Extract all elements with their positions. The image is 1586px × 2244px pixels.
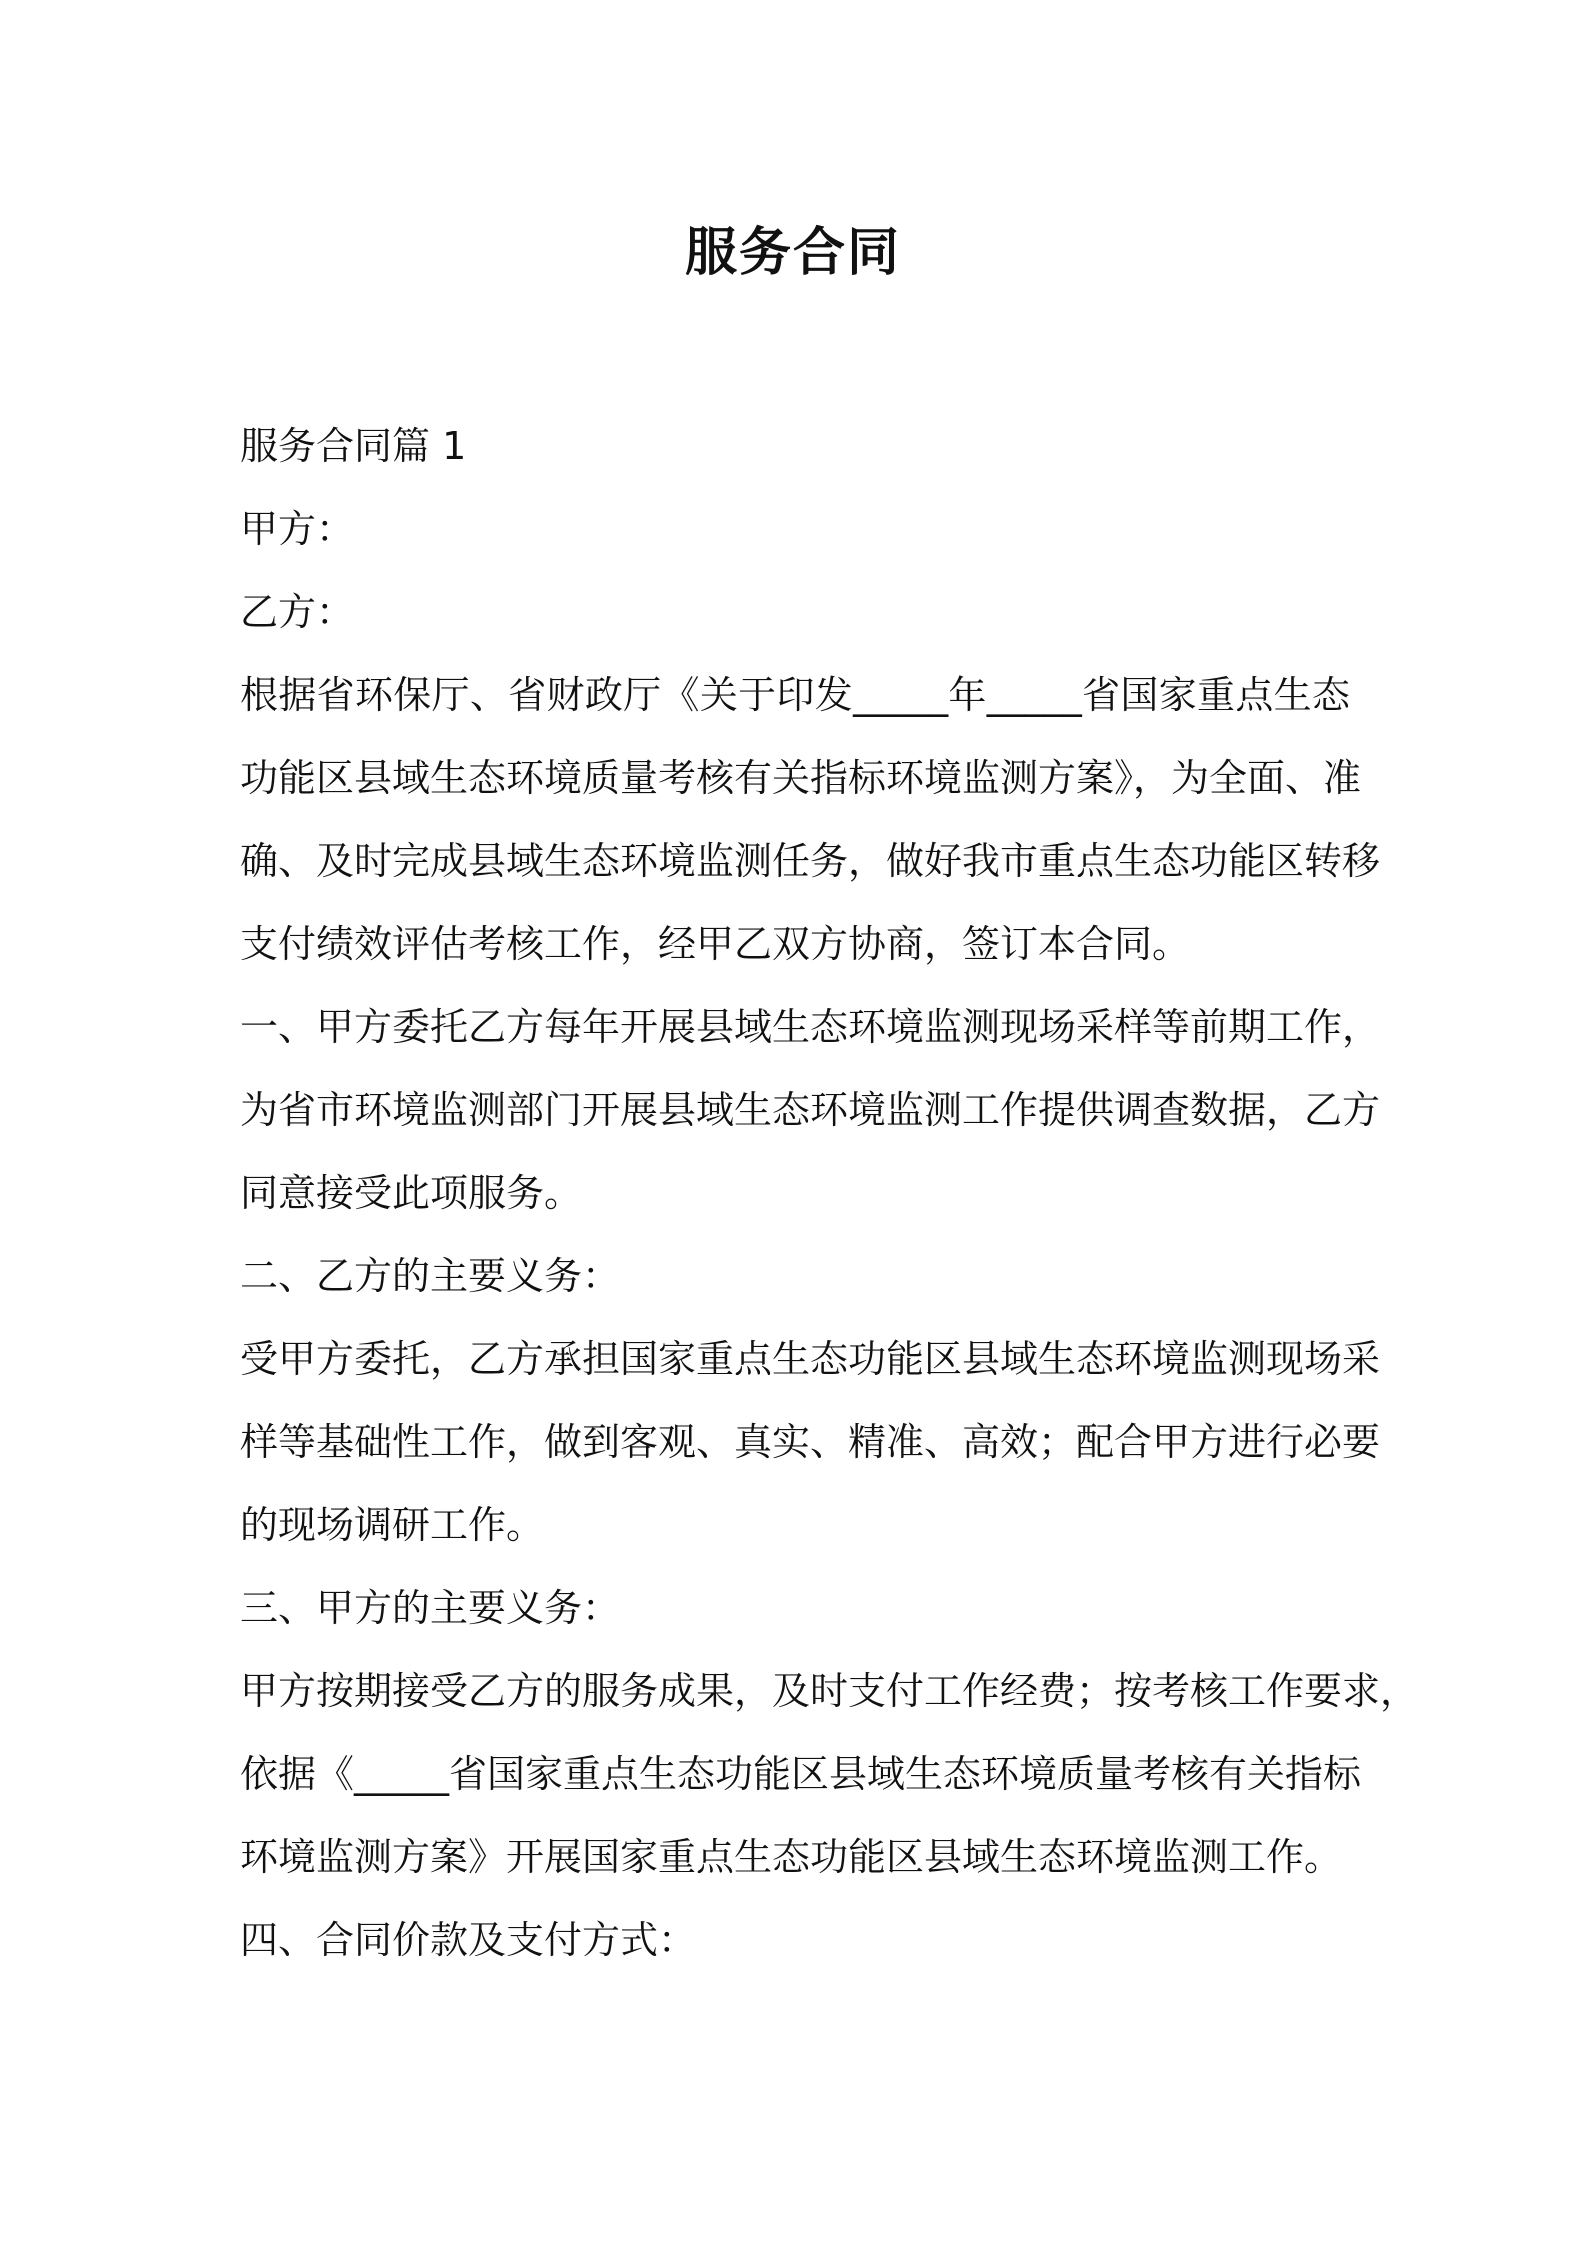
body-line: 根据省环保厅、省财政厅《关于印发_____年_____省国家重点生态 xyxy=(240,673,1350,717)
section-heading: 服务合同篇 1 xyxy=(240,424,467,468)
body-line: 功能区县域生态环境质量考核有关指标环境监测方案》，为全面、准 xyxy=(240,756,1362,800)
body-line: 确、及时完成县域生态环境监测任务，做好我市重点生态功能区转移 xyxy=(240,839,1381,883)
document-body xyxy=(240,405,1419,1982)
party-b-label: 乙方： xyxy=(240,590,355,634)
clause-2-line: 受甲方委托，乙方承担国家重点生态功能区县域生态环境监测现场采 xyxy=(240,1337,1381,1381)
clause-1-line: 为省市环境监测部门开展县域生态环境监测工作提供调查数据，乙方 xyxy=(240,1088,1381,1132)
clause-3-heading: 三、甲方的主要义务： xyxy=(240,1586,621,1630)
clause-3-line: 环境监测方案》开展国家重点生态功能区县域生态环境监测工作。 xyxy=(240,1835,1343,1879)
clause-1-line: 同意接受此项服务。 xyxy=(240,1171,583,1215)
clause-2-line: 的现场调研工作。 xyxy=(240,1503,545,1547)
clause-3-line: 依据《_____省国家重点生态功能区县域生态环境质量考核有关指标 xyxy=(240,1752,1362,1796)
clause-2-heading: 二、乙方的主要义务： xyxy=(240,1254,621,1298)
body-line: 支付绩效评估考核工作，经甲乙双方协商，签订本合同。 xyxy=(240,922,1191,966)
party-a-label: 甲方： xyxy=(240,507,355,551)
clause-3-line: 甲方按期接受乙方的服务成果，及时支付工作经费；按考核工作要求， xyxy=(240,1669,1419,1713)
document-title: 服务合同 xyxy=(684,223,901,283)
clause-4-heading: 四、合同价款及支付方式： xyxy=(240,1918,697,1962)
clause-1-line: 一、甲方委托乙方每年开展县域生态环境监测现场采样等前期工作， xyxy=(240,1005,1381,1049)
clause-2-line: 样等基础性工作，做到客观、真实、精准、高效；配合甲方进行必要 xyxy=(240,1420,1381,1464)
